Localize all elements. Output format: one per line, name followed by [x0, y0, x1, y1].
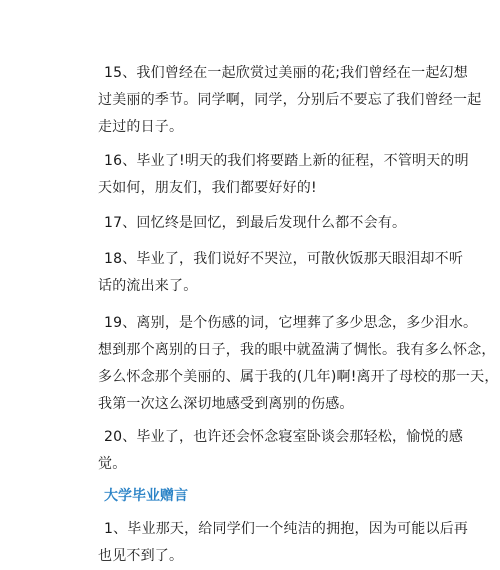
text-line: 觉。	[98, 456, 127, 472]
text-line: 18、毕业了，我们说好不哭泣，可散伙饭那天眼泪却不听	[104, 251, 464, 267]
text-line: 走过的日子。	[98, 119, 184, 135]
text-line: 多么怀念那个美丽的、属于我的(几年)啊!离开了母校的那一天，	[98, 369, 499, 385]
paragraph-19	[98, 310, 499, 418]
paragraph-1	[98, 516, 469, 570]
text-line: 17、回忆终是回忆，到最后发现什么都不会有。	[104, 215, 407, 231]
text-line: 话的流出来了。	[98, 278, 198, 294]
text-line: 1、毕业那天，给同学们一个纯洁的拥抱，因为可能以后再	[104, 521, 469, 537]
text-line: 20、毕业了，也许还会怀念寝室卧谈会那轻松，愉悦的感	[104, 429, 464, 445]
text-line: 也见不到了。	[98, 548, 184, 564]
paragraph-18	[98, 246, 464, 300]
paragraph-20	[98, 424, 464, 478]
text-line: 过美丽的季节。同学啊，同学，分别后不要忘了我们曾经一起	[98, 92, 482, 108]
text-line: 16、毕业了!明天的我们将要踏上新的征程，不管明天的明	[104, 153, 469, 169]
text-line: 天如何，朋友们，我们都要好好的!	[98, 180, 317, 196]
text-line: 19、离别，是个伤感的词，它埋葬了多少思念，多少泪水。	[104, 315, 478, 331]
paragraph-15	[98, 60, 482, 141]
paragraph-17	[98, 210, 438, 237]
section-heading: 大学毕业赠言	[104, 488, 188, 504]
text-line: 我第一次这么深切地感受到离别的伤感。	[98, 396, 354, 412]
text-line: 想到那个离别的日子，我的眼中就盈满了惆怅。我有多么怀念，	[98, 342, 496, 358]
text-line: 15、我们曾经在一起欣赏过美丽的花;我们曾经在一起幻想	[104, 65, 468, 81]
paragraph-16	[98, 148, 469, 202]
